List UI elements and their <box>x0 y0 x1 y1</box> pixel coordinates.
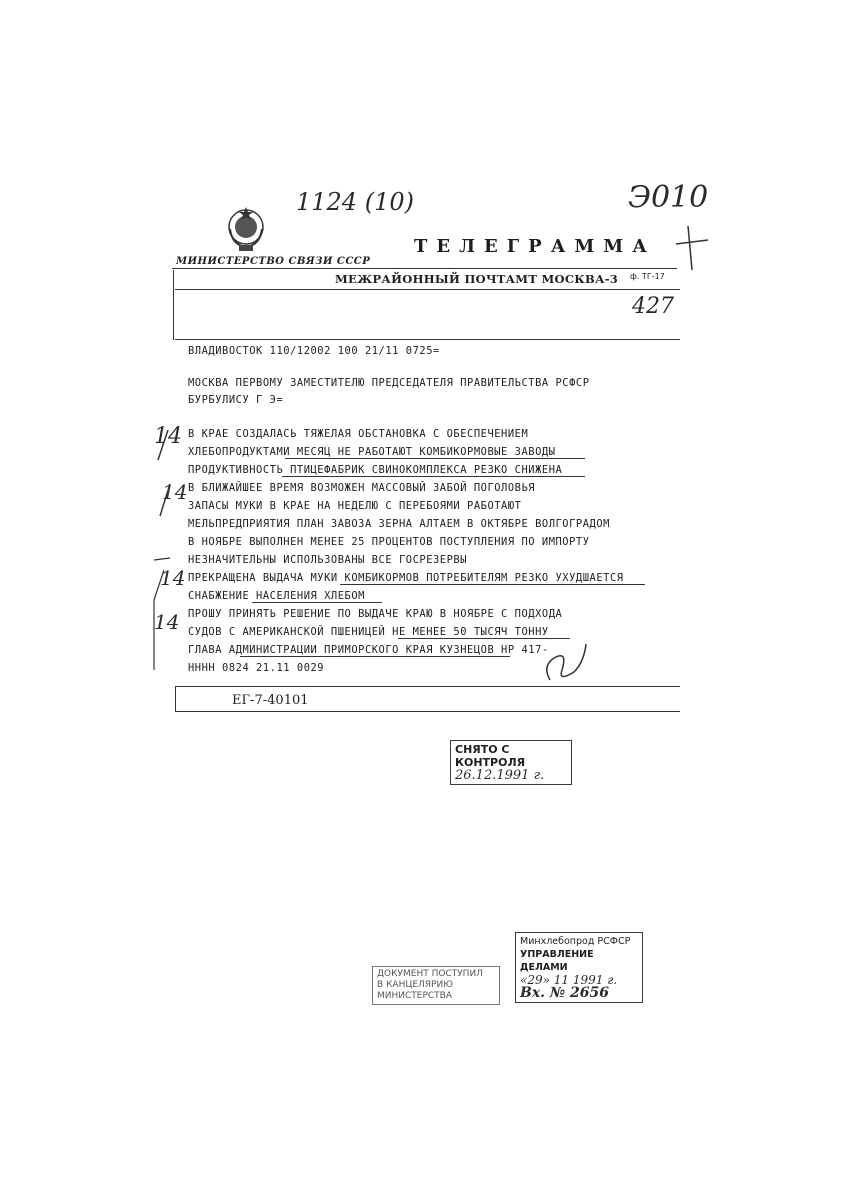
address-line: МОСКВА ПЕРВОМУ ЗАМЕСТИТЕЛЮ ПРЕДСЕДАТЕЛЯ ПРАВИТЕЛЬСТВА РСФСР <box>188 377 590 389</box>
department-stamp-line: В КАНЦЕЛЯРИЮ <box>377 980 453 990</box>
body-line: В НОЯБРЕ ВЫПОЛНЕН МЕНЕЕ 25 ПРОЦЕНТОВ ПОСТУПЛЕНИЯ ПО ИМПОРТУ <box>188 536 590 548</box>
body-line: ПРОДУКТИВНОСТЬ ПТИЦЕФАБРИК СВИНОКОМПЛЕКСА РЕЗКО СНИЖЕНА <box>188 464 563 476</box>
handwritten-check-mark <box>672 222 712 282</box>
body-line: ЗАПАСЫ МУКИ В КРАЕ НА НЕДЕЛЮ С ПЕРЕБОЯМИ РАБОТАЮТ <box>188 500 522 512</box>
pen-underline <box>240 656 510 657</box>
body-line: ГЛАВА АДМИНИСТРАЦИИ ПРИМОРСКОГО КРАЯ КУЗНЕЦОВ НР 417- <box>188 644 549 656</box>
body-line: ПРЕКРАЩЕНА ВЫДАЧА МУКИ КОМБИКОРМОВ ПОТРЕБИТЕЛЯМ РЕЗКО УХУДШАЕТСЯ <box>188 572 624 584</box>
frame-bottom-left-line <box>175 686 176 712</box>
address-line: БУРБУЛИСУ Г Э= <box>188 394 284 406</box>
registry-stamp <box>515 932 643 1003</box>
pen-underline <box>252 602 382 603</box>
department-stamp-line: ДОКУМЕНТ ПОСТУПИЛ <box>377 969 483 979</box>
pen-underline <box>285 458 585 459</box>
control-stamp-date: 26.12.1991 г. <box>455 768 545 783</box>
origin-line: ВЛАДИВОСТОК 110/12002 100 21/11 0725= <box>188 345 440 357</box>
ministry-name: МИНИСТЕРСТВО СВЯЗИ СССР <box>176 256 371 267</box>
body-line: НЕЗНАЧИТЕЛЬНЫ ИСПОЛЬЗОВАНЫ ВСЕ ГОСРЕЗЕРВЫ <box>188 554 468 566</box>
body-line: В БЛИЖАЙШЕЕ ВРЕМЯ ВОЗМОЖЕН МАССОВЫЙ ЗАБОЙ ПОГОЛОВЬЯ <box>188 482 536 494</box>
form-code: ф. ТГ-17 <box>630 272 665 281</box>
registry-stamp-number: Вх. № 2656 <box>520 985 609 1001</box>
margin-mark: 14 <box>160 566 186 590</box>
footer-divider <box>175 686 680 687</box>
body-line: ХЛЕБОПРОДУКТАМИ МЕСЯЦ НЕ РАБОТАЮТ КОМБИКОРМОВЫЕ ЗАВОДЫ <box>188 446 556 458</box>
signature-mark <box>540 640 600 684</box>
office-divider <box>175 289 680 290</box>
control-stamp <box>450 740 572 785</box>
pen-underline <box>340 584 645 585</box>
soviet-emblem-icon <box>224 205 268 253</box>
document-title: ТЕЛЕГРАММА <box>414 236 656 257</box>
department-stamp <box>372 966 500 1005</box>
registry-stamp-date: «29» 11 1991 г. <box>520 973 618 987</box>
header-divider <box>172 268 677 269</box>
document-number: ЕГ-7-40101 <box>232 693 309 708</box>
footer-bottom-line <box>175 711 680 712</box>
body-divider <box>175 339 680 340</box>
margin-mark: 14 <box>162 480 188 504</box>
body-line: ПРОШУ ПРИНЯТЬ РЕШЕНИЕ ПО ВЫДАЧЕ КРАЮ В НОЯБРЕ С ПОДХОДА <box>188 608 563 620</box>
pen-underline <box>398 638 570 639</box>
body-line: СНАБЖЕНИЕ НАСЕЛЕНИЯ ХЛЕБОМ <box>188 590 365 602</box>
registry-stamp-line: УПРАВЛЕНИЕ ДЕЛАМИ <box>520 949 594 973</box>
handwritten-side-number: 427 <box>632 294 674 319</box>
control-stamp-title: СНЯТО С КОНТРОЛЯ <box>455 743 526 769</box>
department-stamp-line: МИНИСТЕРСТВА <box>377 991 453 1001</box>
post-office-name: МЕЖРАЙОННЫЙ ПОЧТАМТ МОСКВА-3 <box>335 272 619 286</box>
pen-underline <box>282 476 585 477</box>
handwritten-number: Э010 <box>628 180 709 215</box>
margin-mark: 14 <box>154 610 180 634</box>
handwritten-note: 1124 (10) <box>296 188 414 216</box>
margin-mark: 14 <box>154 424 182 449</box>
body-line: В КРАЕ СОЗДАЛАСЬ ТЯЖЕЛАЯ ОБСТАНОВКА С ОБЕСПЕЧЕНИЕМ <box>188 428 529 440</box>
frame-left-line <box>173 270 174 340</box>
body-line: МЕЛЬПРЕДПРИЯТИЯ ПЛАН ЗАВОЗА ЗЕРНА АЛТАЕМ В ОКТЯБРЕ ВОЛГОГРАДОМ <box>188 518 610 530</box>
registry-stamp-line: Минхлебопрод РСФСР <box>520 936 631 947</box>
margin-bracket-lines <box>140 420 190 690</box>
body-line: СУДОВ С АМЕРИКАНСКОЙ ПШЕНИЦЕЙ НЕ МЕНЕЕ 50 ТЫСЯЧ ТОННУ <box>188 626 549 638</box>
body-line: НННН 0824 21.11 0029 <box>188 662 325 674</box>
